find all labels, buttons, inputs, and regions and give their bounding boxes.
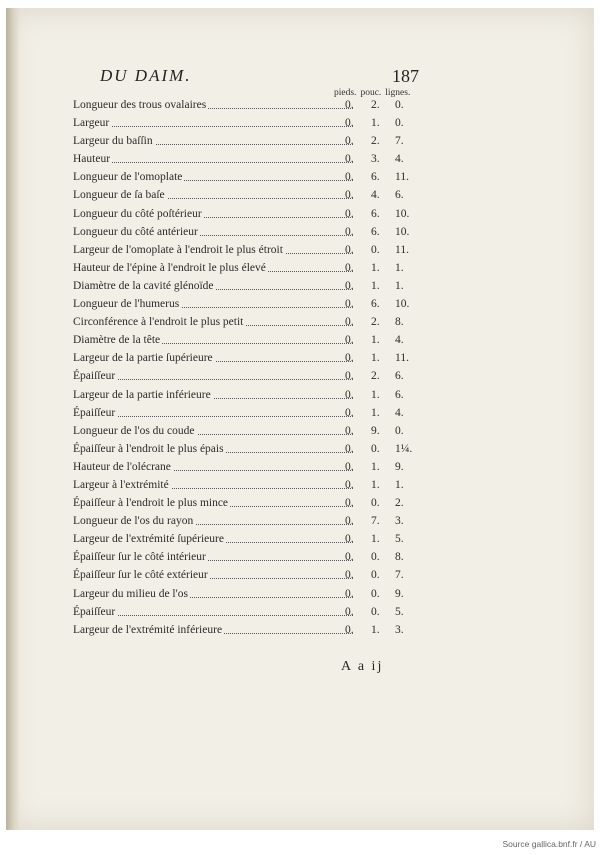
value-lignes: 11. — [395, 171, 409, 184]
table-row — [73, 587, 433, 605]
value-lignes: 7. — [395, 135, 404, 148]
table-row — [73, 152, 433, 170]
value-pieds: 0. — [345, 352, 354, 365]
row-label: Diamètre de la cavité glénoïde — [73, 279, 214, 292]
row-label: Largeur de la partie ſupérieure — [73, 352, 213, 365]
value-pouces: 0. — [371, 442, 380, 455]
row-label: Épaiſſeur — [73, 370, 116, 383]
table-row — [73, 388, 433, 406]
table-row — [73, 442, 433, 460]
table-row — [73, 279, 433, 297]
table-row — [73, 333, 433, 351]
table-row — [73, 369, 433, 387]
value-pouces: 2. — [371, 99, 380, 111]
value-pieds: 0. — [345, 388, 354, 401]
value-pouces: 1. — [371, 406, 380, 419]
table-row — [73, 98, 433, 116]
value-pieds: 0. — [345, 135, 354, 148]
value-pouces: 3. — [371, 153, 380, 166]
value-pieds: 0. — [345, 497, 354, 510]
row-label: Longueur des trous ovalaires — [73, 99, 207, 111]
value-pouces: 1. — [371, 279, 380, 292]
value-pouces: 1. — [371, 460, 380, 473]
value-pieds: 0. — [345, 279, 354, 292]
value-pieds: 0. — [345, 533, 354, 546]
value-pouces: 0. — [371, 497, 380, 510]
table-row — [73, 496, 433, 514]
table-row — [73, 478, 433, 496]
value-lignes: 10. — [395, 207, 410, 220]
row-label: Longueur de l'humerus — [73, 298, 180, 311]
value-pieds: 0. — [345, 587, 354, 600]
value-pieds: 0. — [345, 406, 354, 419]
column-header-pieds: pieds. — [334, 88, 357, 98]
value-lignes: 5. — [395, 533, 404, 546]
value-lignes: 1. — [395, 261, 404, 274]
table-row — [73, 188, 433, 206]
row-label: Longueur de l'os du rayon — [73, 515, 194, 528]
value-lignes: 4. — [395, 153, 404, 166]
value-pouces: 1. — [371, 334, 380, 347]
value-pouces: 1. — [371, 261, 380, 274]
row-label: Longueur de ſa baſe — [73, 189, 165, 202]
value-pouces: 1. — [371, 117, 380, 130]
value-pieds: 0. — [345, 623, 354, 636]
dot-leader — [73, 162, 353, 163]
column-headers — [334, 88, 434, 98]
value-lignes: 6. — [395, 388, 404, 401]
value-pouces: 6. — [371, 298, 380, 311]
value-lignes: 3. — [395, 623, 404, 636]
row-label: Épaiſſeur ſur le côté intérieur — [73, 551, 206, 564]
page-number: 187 — [392, 66, 419, 86]
value-pieds: 0. — [345, 243, 354, 256]
table-row — [73, 297, 433, 315]
value-lignes: 5. — [395, 605, 404, 618]
table-row — [73, 568, 433, 586]
value-pieds: 0. — [345, 569, 354, 582]
page-gutter-shadow — [6, 8, 20, 830]
table-row — [73, 514, 433, 532]
value-pouces: 1. — [371, 352, 380, 365]
table-row — [73, 243, 433, 261]
row-label: Largeur — [73, 117, 110, 130]
value-pouces: 1. — [371, 533, 380, 546]
value-lignes: 6. — [395, 189, 404, 202]
table-row — [73, 134, 433, 152]
value-pouces: 4. — [371, 189, 380, 202]
measurement-table — [73, 98, 433, 641]
row-label: Longueur de l'omoplate — [73, 171, 183, 184]
value-pouces: 1. — [371, 478, 380, 491]
value-lignes: 1. — [395, 279, 404, 292]
column-header-pouces: pouc. — [360, 88, 382, 98]
row-label: Largeur du baſſin — [73, 135, 153, 148]
value-lignes: 6. — [395, 370, 404, 383]
value-lignes: 10. — [395, 225, 410, 238]
value-pouces: 0. — [371, 605, 380, 618]
value-pouces: 6. — [371, 171, 380, 184]
value-pieds: 0. — [345, 261, 354, 274]
running-title: DU DAIM. — [100, 66, 192, 85]
value-lignes: 3. — [395, 515, 404, 528]
table-row — [73, 116, 433, 134]
table-row — [73, 424, 433, 442]
value-lignes: 8. — [395, 551, 404, 564]
value-pouces: 7. — [371, 515, 380, 528]
value-lignes: 0. — [395, 99, 404, 111]
value-pouces: 2. — [371, 316, 380, 329]
signature-mark: A a ij — [341, 659, 384, 674]
row-label: Épaiſſeur — [73, 605, 116, 618]
value-lignes: 0. — [395, 424, 404, 437]
value-pieds: 0. — [345, 515, 354, 528]
value-lignes: 2. — [395, 497, 404, 510]
value-pouces: 0. — [371, 569, 380, 582]
table-row — [73, 460, 433, 478]
row-label: Épaiſſeur à l'endroit le plus épais — [73, 442, 224, 455]
value-lignes: 0. — [395, 117, 404, 130]
value-pieds: 0. — [345, 171, 354, 184]
value-pieds: 0. — [345, 207, 354, 220]
value-pouces: 0. — [371, 551, 380, 564]
table-row — [73, 605, 433, 623]
row-label: Largeur à l'extrémité — [73, 478, 169, 491]
value-pouces: 9. — [371, 424, 380, 437]
value-pieds: 0. — [345, 225, 354, 238]
value-pouces: 1. — [371, 623, 380, 636]
value-lignes: 10. — [395, 298, 410, 311]
value-pouces: 2. — [371, 370, 380, 383]
value-pieds: 0. — [345, 153, 354, 166]
table-row — [73, 623, 433, 641]
row-label: Épaiſſeur — [73, 406, 116, 419]
value-pieds: 0. — [345, 298, 354, 311]
value-pieds: 0. — [345, 334, 354, 347]
dot-leader — [73, 126, 353, 127]
row-label: Largeur de l'omoplate à l'endroit le plus étroit — [73, 243, 283, 256]
value-lignes: 8. — [395, 316, 404, 329]
value-lignes: 11. — [395, 243, 409, 256]
row-label: Circonférence à l'endroit le plus petit — [73, 316, 244, 329]
row-label: Largeur de l'extrémité ſupérieure — [73, 533, 224, 546]
value-pieds: 0. — [345, 551, 354, 564]
value-pieds: 0. — [345, 478, 354, 491]
row-label: Longueur de l'os du coude — [73, 424, 195, 437]
value-pouces: 1. — [371, 388, 380, 401]
row-label: Diamètre de la tête — [73, 334, 161, 347]
value-lignes: 1¼. — [395, 442, 413, 455]
row-label: Largeur du milieu de l'os — [73, 587, 188, 600]
value-pieds: 0. — [345, 605, 354, 618]
value-pieds: 0. — [345, 316, 354, 329]
table-row — [73, 170, 433, 188]
value-lignes: 7. — [395, 569, 404, 582]
row-label: Hauteur — [73, 153, 111, 166]
table-row — [73, 261, 433, 279]
table-row — [73, 225, 433, 243]
source-credit: Source gallica.bnf.fr / AU — [502, 839, 596, 849]
value-pouces: 2. — [371, 135, 380, 148]
row-label: Longueur du côté antérieur — [73, 225, 198, 238]
table-row — [73, 550, 433, 568]
column-header-lignes: lignes. — [385, 88, 411, 98]
value-pieds: 0. — [345, 442, 354, 455]
value-pieds: 0. — [345, 189, 354, 202]
row-label: Hauteur de l'épine à l'endroit le plus élevé — [73, 261, 266, 274]
value-pouces: 6. — [371, 207, 380, 220]
row-label: Hauteur de l'olécrane — [73, 460, 171, 473]
value-pieds: 0. — [345, 370, 354, 383]
row-label: Largeur de la partie inférieure — [73, 388, 211, 401]
value-lignes: 1. — [395, 478, 404, 491]
row-label: Épaiſſeur à l'endroit le plus mince — [73, 497, 229, 510]
value-pouces: 6. — [371, 225, 380, 238]
value-lignes: 4. — [395, 334, 404, 347]
value-pieds: 0. — [345, 99, 354, 111]
value-pouces: 0. — [371, 243, 380, 256]
table-row — [73, 207, 433, 225]
table-row — [73, 406, 433, 424]
value-pieds: 0. — [345, 460, 354, 473]
value-pieds: 0. — [345, 117, 354, 130]
value-pouces: 0. — [371, 587, 380, 600]
row-label: Épaiſſeur ſur le côté extérieur — [73, 569, 208, 582]
value-lignes: 4. — [395, 406, 404, 419]
table-row — [73, 532, 433, 550]
row-label: Largeur de l'extrémité inférieure — [73, 623, 223, 636]
value-pieds: 0. — [345, 424, 354, 437]
row-label: Longueur du côté poſtérieur — [73, 207, 202, 220]
value-lignes: 9. — [395, 587, 404, 600]
table-row — [73, 351, 433, 369]
value-lignes: 11. — [395, 352, 409, 365]
value-lignes: 9. — [395, 460, 404, 473]
table-row — [73, 315, 433, 333]
